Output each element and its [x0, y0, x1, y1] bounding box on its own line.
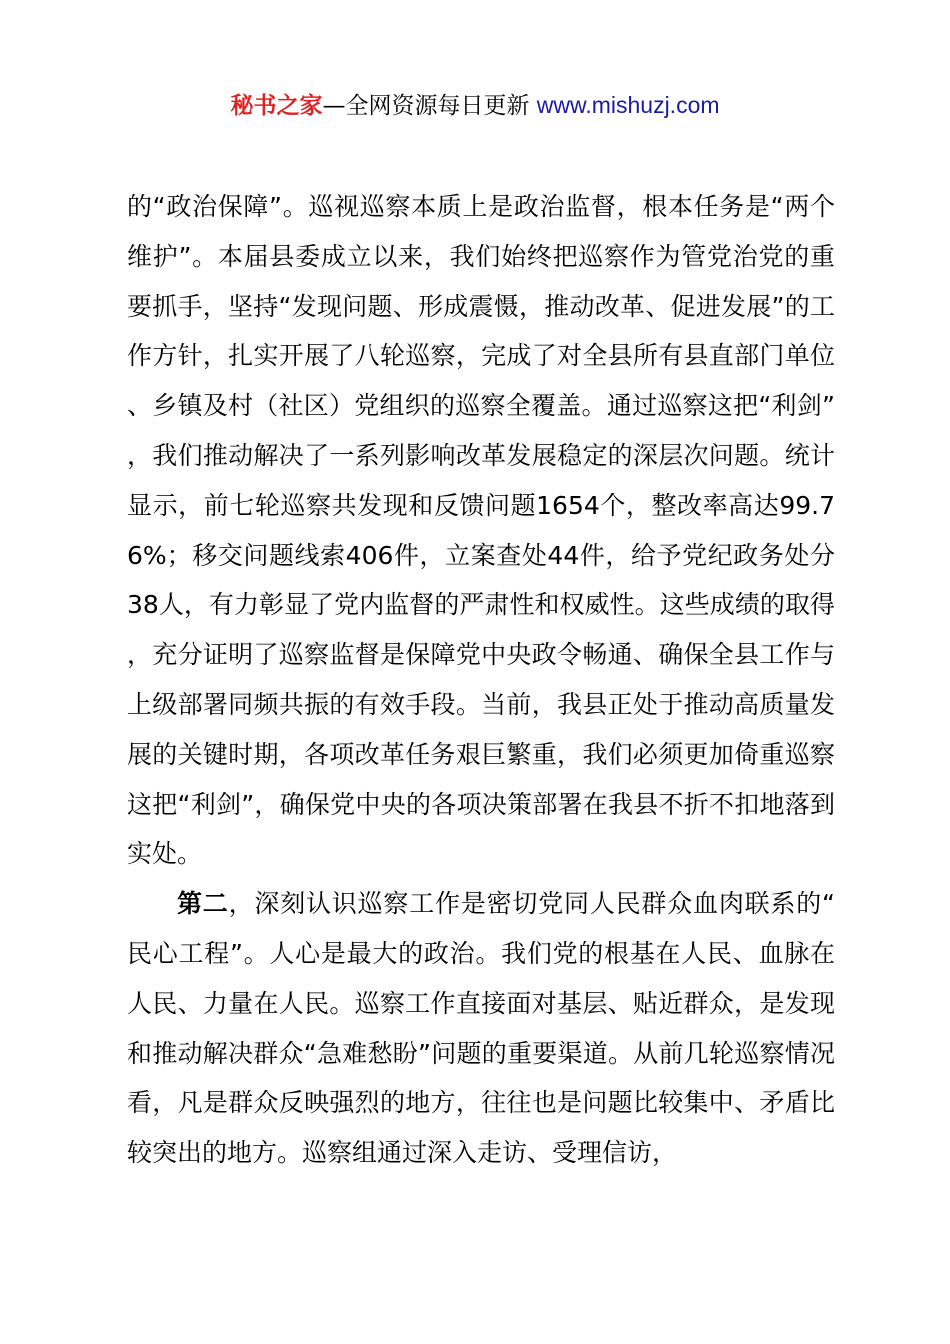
- paragraph-1: 的“政治保障”。巡视巡察本质上是政治监督，根本任务是“两个维护”。本届县委成立以来，我们始终把巡察作为管党治党的重要抓手，坚持“发现问题、形成震慑，推动改革、促进发展”的工作方针，扎实开展了八轮巡察，完成了对全县所有县直部门单位、乡镇及村（社区）党组织的巡察全覆盖。通过巡察这把“利剑”，我们推动解决了一系列影响改革发展稳定的深层次问题。统计显示，前七轮巡察共发现和反馈问题1654个，整改率高达99.76%；移交问题线索406件，立案查处44件，给予党纪政务处分38人，有力彰显了党内监督的严肃性和权威性。这些成绩的取得，充分证明了巡察监督是保障党中央政令畅通、确保全县工作与上级部署同频共振的有效手段。当前，我县正处于推动高质量发展的关键时期，各项改革任务艰巨繁重，我们必须更加倚重巡察这把“利剑”，确保党中央的各项决策部署在我县不折不扣地落到实处。: [127, 192, 835, 869]
- paragraph-2: [127, 879, 835, 1178]
- brand-name: 秘书之家: [230, 93, 323, 119]
- page-header: [0, 88, 950, 123]
- document-body: [127, 182, 835, 1178]
- paragraph-2-lead: 第二: [177, 889, 229, 919]
- paragraph-2-text: ，深刻认识巡察工作是密切党同人民群众血肉联系的“民心工程”。人心是最大的政治。我们党的根基在人民、血脉在人民、力量在人民。巡察工作直接面对基层、贴近群众，是发现和推动解决群众“急难愁盼”问题的重要渠道。从前几轮巡察情况看，凡是群众反映强烈的地方，往往也是问题比较集中、矛盾比较突出的地方。巡察组通过深入走访、受理信访，: [127, 889, 835, 1168]
- site-url-link[interactable]: www.mishuzj.com: [536, 92, 720, 118]
- header-tagline: —全网资源每日更新: [322, 93, 537, 119]
